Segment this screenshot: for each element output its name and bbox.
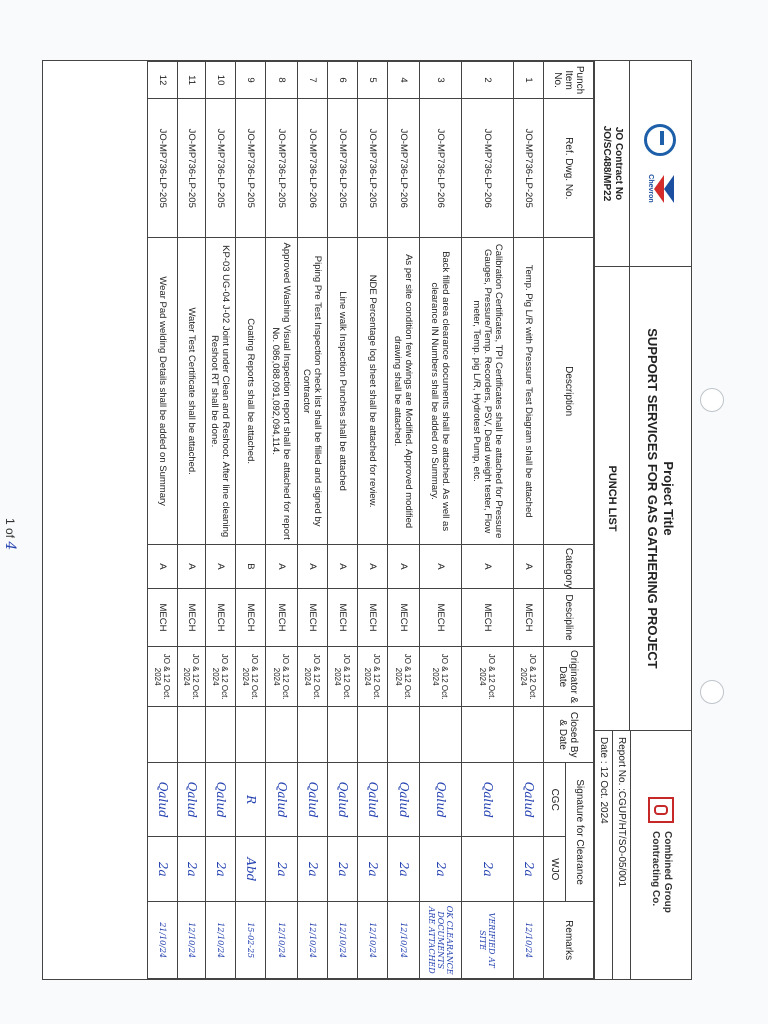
cell-category: A <box>420 544 462 588</box>
cell-item-number: 12 <box>148 62 178 99</box>
cell-originator-date: JO & 12 Oct. 2024 <box>298 646 328 706</box>
table-row <box>266 62 298 979</box>
cell-wjo-signature: Abd <box>236 837 266 902</box>
cell-cgc-signature: Qalud <box>358 763 388 837</box>
cell-closed-by-date <box>266 707 298 763</box>
cell-remarks: OK CLEARANCE DOCUMENTS ARE ATTACHED <box>420 902 462 979</box>
col-closed-by: Closed By & Date <box>544 707 594 763</box>
table-row <box>178 62 206 979</box>
cell-remarks: 12/10/24 <box>358 902 388 979</box>
cell-description: Piping Pre Test Inspection check list shall be filled and signed by Contractor <box>298 238 328 544</box>
cell-originator-date: JO & 12 Oct. 2024 <box>178 646 206 706</box>
cell-discipline: MECH <box>462 588 514 646</box>
binder-hole-bottom <box>700 680 724 704</box>
cell-description: Water Test Certificate shall be attached. <box>178 238 206 544</box>
cell-ref-dwg-number: JO-MP736-LP-205 <box>206 99 236 238</box>
cell-discipline: MECH <box>236 588 266 646</box>
cell-wjo-signature: 2a <box>420 837 462 902</box>
cell-cgc-signature: Qalud <box>420 763 462 837</box>
cell-cgc-signature: Qalud <box>298 763 328 837</box>
cell-closed-by-date <box>358 707 388 763</box>
contractor-name-line2: Contracting Co. <box>650 831 661 907</box>
col-wjo: WJO <box>544 837 566 902</box>
cell-item-number: 6 <box>328 62 358 99</box>
cell-item-number: 8 <box>266 62 298 99</box>
cell-closed-by-date <box>514 707 544 763</box>
table-row <box>148 62 178 979</box>
cell-cgc-signature: R <box>236 763 266 837</box>
project-title: SUPPORT SERVICES FOR GAS GATHERING PROJECT <box>645 328 661 669</box>
cell-discipline: MECH <box>148 588 178 646</box>
table-row <box>388 62 420 979</box>
cell-closed-by-date <box>148 707 178 763</box>
col-originator: Originator & Date <box>544 646 594 706</box>
page-number <box>2 518 18 550</box>
cell-originator-date: JO & 12 Oct. 2024 <box>206 646 236 706</box>
project-title-block <box>630 267 691 730</box>
cell-discipline: MECH <box>266 588 298 646</box>
cell-cgc-signature: Qalud <box>266 763 298 837</box>
cell-closed-by-date <box>206 707 236 763</box>
cell-closed-by-date <box>328 707 358 763</box>
cell-remarks: 12/10/24 <box>388 902 420 979</box>
page-prefix: 1 of <box>3 518 17 539</box>
cell-remarks: 21/10/24 <box>148 902 178 979</box>
report-date: Date : 12 Oct. 2024 <box>595 731 613 979</box>
col-item: Punch Item No. <box>544 62 594 99</box>
cell-category: A <box>266 544 298 588</box>
cell-discipline: MECH <box>358 588 388 646</box>
col-category: Category <box>544 544 594 588</box>
cell-ref-dwg-number: JO-MP736-LP-205 <box>514 99 544 238</box>
cell-closed-by-date <box>420 707 462 763</box>
cell-ref-dwg-number: JO-MP736-LP-206 <box>462 99 514 238</box>
table-row <box>420 62 462 979</box>
contractor-logo-row <box>631 731 691 979</box>
cell-wjo-signature: 2a <box>328 837 358 902</box>
report-number: Report No. :CGUP/HT/SO-05/001 <box>613 731 631 979</box>
cell-ref-dwg-number: JO-MP736-LP-205 <box>148 99 178 238</box>
cell-description: Calibration Certificates, TPI Certificates shall be attached for Pressure Gauges, Pressure/Temp. Recorders, PSV, Dead weight tester, Flow meter, Temp. pig L/R, Hydrotest Pump, etc. <box>462 238 514 544</box>
cell-originator-date: JO & 12 Oct. 2024 <box>266 646 298 706</box>
cell-category: A <box>298 544 328 588</box>
cell-ref-dwg-number: JO-MP736-LP-205 <box>328 99 358 238</box>
chevron-logo-icon <box>654 175 674 203</box>
chevron-logo <box>647 174 674 202</box>
cell-cgc-signature: Qalud <box>206 763 236 837</box>
contractor-block <box>595 731 691 979</box>
cell-item-number: 5 <box>358 62 388 99</box>
cell-remarks: VERIFIED AT SITE <box>462 902 514 979</box>
cell-category: A <box>328 544 358 588</box>
cell-item-number: 1 <box>514 62 544 99</box>
cell-remarks: 12/10/24 <box>514 902 544 979</box>
cell-originator-date: JO & 12 Oct. 2024 <box>358 646 388 706</box>
cell-remarks: 12/10/24 <box>298 902 328 979</box>
cell-description: Line walk Inspection Punches shall be attached <box>328 238 358 544</box>
company-logo-icon <box>645 124 677 156</box>
cell-ref-dwg-number: JO-MP736-LP-206 <box>420 99 462 238</box>
cell-remarks: 12/10/24 <box>328 902 358 979</box>
cell-cgc-signature: Qalud <box>514 763 544 837</box>
cell-description: Coating Reports shall be attached. <box>236 238 266 544</box>
cgc-logo-icon <box>648 797 674 823</box>
cell-item-number: 4 <box>388 62 420 99</box>
cell-category: A <box>388 544 420 588</box>
cell-cgc-signature: Qalud <box>328 763 358 837</box>
cell-description: Approved Washing Visual Inspection report shall be attached for report No. 086,088,091,092,094,114. <box>266 238 298 544</box>
cell-cgc-signature: Qalud <box>388 763 420 837</box>
table-row <box>514 62 544 979</box>
cell-category: A <box>178 544 206 588</box>
cell-ref-dwg-number: JO-MP736-LP-205 <box>266 99 298 238</box>
cell-discipline: MECH <box>514 588 544 646</box>
page-total: 4 <box>2 541 18 551</box>
cell-closed-by-date <box>388 707 420 763</box>
cell-closed-by-date <box>298 707 328 763</box>
cell-originator-date: JO & 12 Oct. 2024 <box>328 646 358 706</box>
contract-label: JO Contract No <box>613 126 624 201</box>
cell-closed-by-date <box>178 707 206 763</box>
cell-category: A <box>206 544 236 588</box>
cell-remarks: 12/10/24 <box>266 902 298 979</box>
cell-originator-date: JO & 12 Oct. 2024 <box>420 646 462 706</box>
cell-item-number: 9 <box>236 62 266 99</box>
cell-closed-by-date <box>236 707 266 763</box>
client-block <box>595 61 691 267</box>
contract-number: JO/SC488/MP22 <box>601 125 612 202</box>
contractor-name <box>649 831 673 913</box>
cell-originator-date: JO & 12 Oct. 2024 <box>236 646 266 706</box>
cell-wjo-signature: 2a <box>266 837 298 902</box>
cell-item-number: 11 <box>178 62 206 99</box>
cell-cgc-signature: Qalud <box>462 763 514 837</box>
col-signature: Signature for Clearance <box>566 763 594 902</box>
cell-originator-date: JO & 12 Oct. 2024 <box>148 646 178 706</box>
cell-discipline: MECH <box>420 588 462 646</box>
cell-description: Temp. Pig L/R with Pressure Test Diagram shall be attached <box>514 238 544 544</box>
cell-description: Back filled area clearance documents shall be attached. As well as clearance IN Numbers shall be added on Summary. <box>420 238 462 544</box>
cell-wjo-signature: 2a <box>388 837 420 902</box>
table-row <box>236 62 266 979</box>
contract-block <box>595 61 629 266</box>
cell-wjo-signature: 2a <box>148 837 178 902</box>
cell-originator-date: JO & 12 Oct. 2024 <box>388 646 420 706</box>
cell-originator-date: JO & 12 Oct. 2024 <box>462 646 514 706</box>
binder-hole-top <box>700 388 724 412</box>
cell-item-number: 7 <box>298 62 328 99</box>
cell-wjo-signature: 2a <box>514 837 544 902</box>
cell-category: A <box>514 544 544 588</box>
col-remarks: Remarks <box>544 902 594 979</box>
logo-row <box>629 61 691 266</box>
cell-remarks: 12/10/24 <box>206 902 236 979</box>
table-row <box>206 62 236 979</box>
cell-category: A <box>358 544 388 588</box>
cell-discipline: MECH <box>388 588 420 646</box>
cell-ref-dwg-number: JO-MP736-LP-205 <box>236 99 266 238</box>
cell-category: A <box>462 544 514 588</box>
cell-description: Wear Pad welding Details shall be added on Summary <box>148 238 178 544</box>
cell-ref-dwg-number: JO-MP736-LP-206 <box>388 99 420 238</box>
cell-discipline: MECH <box>206 588 236 646</box>
cell-discipline: MECH <box>178 588 206 646</box>
cell-ref-dwg-number: JO-MP736-LP-206 <box>298 99 328 238</box>
cell-item-number: 3 <box>420 62 462 99</box>
cell-ref-dwg-number: JO-MP736-LP-205 <box>178 99 206 238</box>
table-row <box>462 62 514 979</box>
col-discipline: Descipline <box>544 588 594 646</box>
cell-wjo-signature: 2a <box>178 837 206 902</box>
cell-description: KP-03 UG-04 J-02 Joint under Clean and Reshoot. After line cleaning Reshoot RT shall be done. <box>206 238 236 544</box>
cell-wjo-signature: 2a <box>358 837 388 902</box>
cell-wjo-signature: 2a <box>462 837 514 902</box>
cell-ref-dwg-number: JO-MP736-LP-205 <box>358 99 388 238</box>
cell-discipline: MECH <box>328 588 358 646</box>
cell-item-number: 10 <box>206 62 236 99</box>
cell-cgc-signature: Qalud <box>178 763 206 837</box>
contractor-name-line1: Combined Group <box>662 831 673 913</box>
cell-closed-by-date <box>462 707 514 763</box>
list-title: PUNCH LIST <box>595 267 630 730</box>
cell-category: A <box>148 544 178 588</box>
cell-description: As per site condition few dwings are Modified. Approved modified drawing shall be attached. <box>388 238 420 544</box>
table-row <box>298 62 328 979</box>
chevron-logo-text: Chevron <box>647 174 654 203</box>
cell-wjo-signature: 2a <box>206 837 236 902</box>
cell-wjo-signature: 2a <box>298 837 328 902</box>
cell-category: B <box>236 544 266 588</box>
punch-list-sheet <box>42 60 692 980</box>
cell-cgc-signature: Qalud <box>148 763 178 837</box>
cell-originator-date: JO & 12 Oct. 2024 <box>514 646 544 706</box>
project-label: Project Title <box>661 461 677 536</box>
table-row <box>358 62 388 979</box>
project-block <box>595 267 691 731</box>
col-cgc: CGC <box>544 763 566 837</box>
sheet-header <box>594 61 691 979</box>
table-row <box>328 62 358 979</box>
cell-discipline: MECH <box>298 588 328 646</box>
cell-item-number: 2 <box>462 62 514 99</box>
punch-table <box>147 61 594 979</box>
cell-remarks: 15-02-25 <box>236 902 266 979</box>
col-ref-dwg: Ref. Dwg. No. <box>544 99 594 238</box>
cell-description: NDE Percentage log sheet shall be attached for review. <box>358 238 388 544</box>
col-description: Description <box>544 238 594 544</box>
cell-remarks: 12/10/24 <box>178 902 206 979</box>
